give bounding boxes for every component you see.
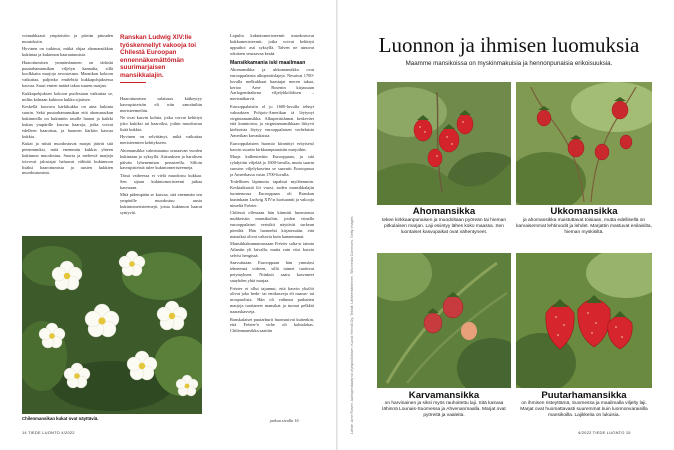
species-name-ukkomansikka: Ukkomansikka xyxy=(550,206,618,217)
paragraph: Lopulta kukintomeristeemit muodostuvat kukkameristeemit, jotka voivat kehittyä uppuihoi asti syksyllä. Talven ne uinuvat odottaen seuraavaa kesää. xyxy=(230,33,314,56)
puutarhamansikka-photo xyxy=(516,253,652,388)
paragraph: Kukat ja niistä muodostuvat marjat jäävät sitä pienemmiksi, mitä enemmän kukkia yhteen kukinnon muodostuu. Suuria ja meheviä marjoja toivovat jalostajat haluavat välittää kukinnoon lisäksi haarottumista ja uusien kukkien muodostumista. xyxy=(22,140,113,176)
karvamansikka-photo xyxy=(377,253,511,388)
ukkomansikka-photo xyxy=(516,82,652,205)
body-column-2 xyxy=(120,96,202,256)
paragraph: Ne ovat kasvin kohtia, jotka voivat kehittyä joko kukiksi tai haaroiksi, joihin muodostuu lisää kukkia. xyxy=(120,115,202,133)
photo-credits: Lähde: Arne Rosen: Aarlogendaalsrna viljelykkölöksen; Kuvat: Heinilä Oy; Tekstit: Lähteentähteinen, Wikimedia Commons, Getty Images xyxy=(350,216,354,434)
paragraph: Mitä pidempään se kasvaa, sitä enemmän sen ympärille muodostuu uusia kukintomeristeemejä, joista kukinnon haarat syntyvät. xyxy=(120,192,202,215)
paragraph: Haarottumisen ymmärtäminen on tärkeää puutarhamansikan viljelyn kannalta, sillä koolkkaita marjoja arvostetaan. Mansikan kokoon vaikuttaa, paljonko emilehtiä kukkapohjaksessa kasvaa. Suuri emien määrä takaa suuren marjan. xyxy=(22,59,113,89)
paragraph: Ranskalaiset puutarhurit huomasivat kuitenkin, että Frézier'n virhe oli kohtalokas. Chilenmansikka saattiin xyxy=(230,316,314,334)
page-title: Luonnon ja ihmisen luomuksia xyxy=(378,33,640,57)
body-column-1 xyxy=(22,33,113,233)
page-gutter xyxy=(336,0,338,450)
species-desc-puutarhamansikka: on ihmisen risteyttämä, Suomessa ja maailmalla viljelty laji. Marjat ovat huomattavasti suuremmat kuin luonnonvaraisilla mansikoilla. Lajikkeita on lukuisia. xyxy=(520,401,648,419)
species-desc-karvamansikka: on harvinainen ja siksi myös rauhoitettu laji. Sitä kasvaa lähinnä Lounais-Suomessa ja Ahvenanmaalla. Marjat ovat pyöreitä ja vaaleita. xyxy=(382,401,506,419)
page-footer-left: 14 TIEDE LUONTO 4/2022 xyxy=(22,430,75,435)
paragraph: Saavuttuaan Eurooppaan hän ymmärsi tehneensä virheen, sillä taimet tuottivat petymyksen. Niinkuit saatu kasvaneet sauyhden yhtä marjaa. xyxy=(230,260,314,284)
paragraph: voimakkaasti ympäristön ja päivän pituuden muutoksiin. xyxy=(22,33,113,44)
flower-photo xyxy=(22,236,202,414)
paragraph: Ahomansikka ja ukkomansikka ovat eurooppalaisia alkuperäislajeja. Nesaivat 1700-luvulla melkukkaat haastajat meren takaa, kertoo Arne Rosenin kirjassaan Aarlogendaalsrna viljelykkölöksen – merisnäkarvit. xyxy=(230,66,314,102)
paragraph: Ahomansikka valmistautuu seuraavan vuoden kukintaan jo syksyllä. Aistuuksen ja haralisen päivän lyhenemisen perusteella. Silloin kasvupisteistä tulee kukintomeristeemeja. xyxy=(120,147,202,171)
ahomansikka-photo xyxy=(377,82,511,205)
paragraph: Frézier ei ollut tajunnut, että kasvin yksilöt olivat joko hede- tai emikasveja eli naaras- tai urospuolisia. Hän oli valinnut parhaiten marjoja tuottaneet mansikat ja tuonut pelkkiä naaraskasveja. xyxy=(230,285,314,315)
paragraph: Tässä vaiheessa ei vielä muodostu kukkaa. Sen sijaan kukintomeristeemi jatkaa kasvuaan. xyxy=(120,172,202,190)
species-desc-ukkomansikka: ja ahomansikka muistuttavat toisiaan, mutta edellisellä on karvaisemmat lehtiruodit ja lehdet. Marjattin mastuvat enilaisilta, hieman myskisiltä. xyxy=(516,218,652,236)
page-footer-right: 4/2022 TIEDE LUONTO 15 xyxy=(578,430,631,435)
paragraph: Hyvinen on selvittänyt, mikä vaikuttaa meristeemien kehitykseen. xyxy=(120,134,202,146)
pull-quote: Ranskan Ludwig XIV:lle työskennellyt vakooja toi Chilestä Euroopan ennennäkemättömän suurimarjaisen mansikkalajin. xyxy=(120,34,197,79)
paragraph: Hyvinen on tutkinut, mitkä ohjaa ahomansikkan kukintaa ja kukinnon haarautumista. xyxy=(22,46,113,58)
pull-quote-rule xyxy=(120,82,146,83)
species-desc-ahomansikka: tekee kirkkaanpunaisen ja muodoltaan pyöreän tai hieman pitkulaisen marjan. Laji esiintyy lähes koko maassa. Sen luontaiset kasvupaikat ovat vähentyneet. xyxy=(381,218,506,236)
continued-note: jatkuu sivulla 16 xyxy=(270,418,299,423)
photo-caption: Chilenmansikan kukat ovat näyttäviä. xyxy=(22,416,99,421)
paragraph: Eurooppalaisiin ol jo 1600-luvulla tehnyt vakuuksen Pohjois-Amerikan tä löytynyt virginiamansikka. Alkuperäislamat keskeväet että kunnioista, ja virginiamansikkaan liittyvä kiehtoista löytyy eurooppalaisen verhelaista Amerikan kuvauksista. xyxy=(230,103,314,139)
paragraph: Haarottumisen salaisuus kätkeytyy kasvupisteisiin eli niin sanottuihin meristeemeihin. xyxy=(120,96,202,113)
paragraph: Eurooppalaisten huomio kiinnittyi erityisesti kasvin suuriin kirkkaanpunaisiin marjoihin. xyxy=(230,140,314,152)
species-name-puutarhamansikka: Puutarhamansikka xyxy=(541,390,627,401)
paragraph: Marja kulkeutettiin Eurooppaan, ja sitä ryhdyttiin viljelää jo 1600-luvulla, mutta suurm suosion viljelykasvina se saavutti Euroopassa ja Amerikassa vasta 1700-luvulla. xyxy=(230,154,314,177)
paragraph: Chilessä ollessaan hän kiinnitti huomionsa muhkeisiin mansikoihin, joiden viinalla eurooppalaiset vertsikit näyttivät surkean pieniltä. Hän luonnehti kirjatessään, että mansikat olivat valtavia kuin kananmunat. xyxy=(230,210,314,239)
species-name-ahomansikka: Ahomansikka xyxy=(412,206,476,217)
paragraph: Kukkapohjuksen kokoon puolestaan vaikuttaa se, miltin kohtaan kukinoa kukka sijaitsee. xyxy=(22,90,113,102)
paragraph: Todellinen läpimurto tapahtui myöhemmin. Keskiaikaisiä löi vuosi, suden mansikkalajin tuontenosua Eurooppaan oli Ranskan kuninkaan Ludwig XIV:n luotsaantti ja vakooja nimeltä Frézier. xyxy=(230,179,314,208)
body-column-3 xyxy=(230,33,314,416)
paragraph: Keskellä kasvava kärkikukka on aina kukinta suurin. Sekä puutarhamansikan että ahomansikan kukinnoilla on kukinnön tasolle haarat ja kaikki kukan ympärille kasvaa haaroja, jotka voivat edelleen haarottua, ja haaroen kärkiin kasvaa kukkia. xyxy=(22,103,113,139)
section-heading: Mansikkamania iski maailmaan xyxy=(230,59,306,66)
species-name-karvamansikka: Karvamansikka xyxy=(408,390,480,401)
paragraph: Mansikkakunnumussaan Frézier salta-si taimia Atlantin yli laivalla, mutta vain viisi kasvia selvisi hengissä. xyxy=(230,241,314,259)
page-subtitle: Maamme mansikoissa on myskinmakuisia ja hennonpunaisia erikoisuuksia. xyxy=(405,60,613,67)
